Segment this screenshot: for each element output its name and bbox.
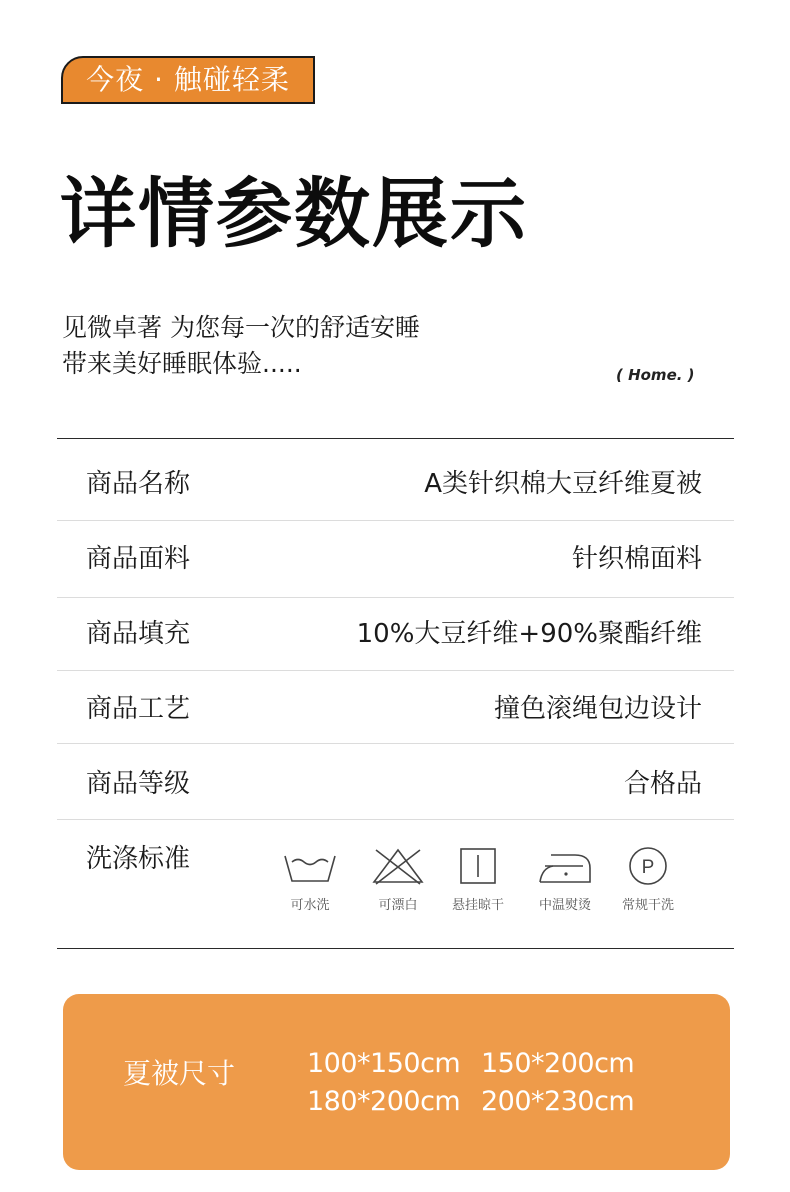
size-item: 100*150cm	[307, 1048, 461, 1079]
spec-label-name: 商品名称	[86, 469, 191, 499]
intro-text	[62, 310, 420, 382]
spec-label-fabric: 商品面料	[86, 544, 191, 574]
spec-value-fabric: 针织棉面料	[571, 544, 702, 574]
care-label-wash: 可水洗	[290, 898, 330, 913]
care-label-bleach: 可漂白	[378, 898, 418, 913]
spec-value-grade: 合格品	[623, 769, 702, 799]
size-item: 200*230cm	[481, 1086, 635, 1117]
hang-dry-icon	[450, 846, 506, 886]
care-label-iron: 中温熨烫	[538, 898, 591, 913]
spec-value-name: A类针织棉大豆纤维夏被	[424, 469, 702, 499]
size-panel	[63, 994, 730, 1170]
row-divider	[57, 520, 734, 521]
care-label: 洗涤标准	[86, 844, 191, 874]
row-divider	[57, 670, 734, 671]
size-item: 150*200cm	[481, 1048, 635, 1079]
care-item-wash	[270, 846, 350, 913]
hand-wash-icon	[282, 846, 338, 886]
no-bleach-icon	[370, 846, 426, 886]
care-item-dryclean	[608, 846, 688, 913]
dry-clean-p-icon	[620, 846, 676, 886]
care-item-bleach	[358, 846, 438, 913]
iron-medium-icon	[537, 846, 593, 886]
spec-value-craft: 撞色滚绳包边设计	[493, 694, 702, 724]
spec-label-grade: 商品等级	[86, 769, 191, 799]
intro-line-2: 带来美好睡眠体验.....	[62, 349, 302, 378]
row-divider	[57, 743, 734, 744]
size-label: 夏被尺寸	[123, 1057, 236, 1090]
care-label-dryclean: 常规干洗	[621, 898, 674, 913]
page-title: 详情参数展示	[60, 169, 528, 258]
table-bottom-rule	[57, 948, 734, 949]
care-label-hang: 悬挂晾干	[451, 898, 504, 913]
care-item-iron	[525, 846, 605, 913]
spec-label-craft: 商品工艺	[86, 694, 191, 724]
header-tag: 今夜 · 触碰轻柔	[61, 56, 315, 104]
spec-value-filling: 10%大豆纤维+90%聚酯纤维	[356, 619, 702, 649]
table-top-rule	[57, 438, 734, 439]
home-note: ( Home. )	[616, 366, 695, 384]
care-item-hang	[438, 846, 518, 913]
size-item: 180*200cm	[307, 1086, 461, 1117]
spec-label-filling: 商品填充	[86, 619, 191, 649]
dry-clean-symbol: P	[641, 857, 655, 878]
row-divider	[57, 819, 734, 820]
row-divider	[57, 597, 734, 598]
intro-line-1: 见微卓著 为您每一次的舒适安睡	[62, 313, 420, 342]
